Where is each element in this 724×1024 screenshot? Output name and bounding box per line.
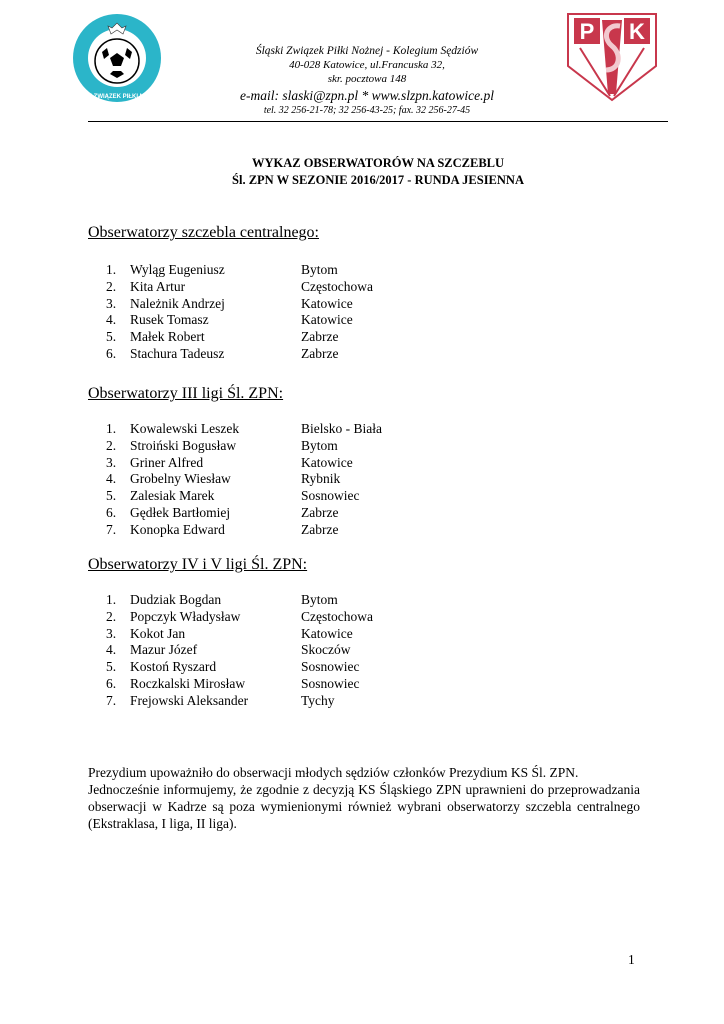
title-line-2: Śl. ZPN W SEZONIE 2016/2017 - RUNDA JESIENNA [232, 173, 524, 187]
list-item: 6. Gędłek Bartłomiej Zabrze [106, 504, 339, 520]
psk-logo [566, 12, 658, 102]
list-item: 5. Małek Robert Zabrze [106, 329, 339, 345]
letterhead [180, 44, 554, 118]
central-observers-list [106, 262, 373, 363]
section-heading-central: Obserwatorzy szczebla centralnego: [88, 224, 319, 241]
list-item: 7. Frejowski Aleksander Tychy [106, 692, 335, 708]
title-line-1: WYKAZ OBSERWATORÓW NA SZCZEBLU [251, 156, 505, 170]
list-item: 5. Kostoń Ryszard Sosnowiec [106, 659, 360, 675]
list-item: 1. Kowalewski Leszek Bielsko - Biała [106, 421, 382, 436]
iv-v-liga-observers-list [106, 592, 373, 710]
list-item: 3. Griner Alfred Katowice [106, 454, 353, 470]
section-heading-iv-v-liga: Obserwatorzy IV i V ligi Śl. ZPN: [88, 556, 308, 573]
po-box-line: skr. pocztowa 148 [327, 73, 407, 85]
list-item: 4. Rusek Tomasz Katowice [106, 312, 353, 328]
list-item: 1. Wyląg Eugeniusz Bytom [106, 262, 338, 277]
list-item: 2. Stroiński Bogusław Bytom [106, 437, 338, 453]
svg-text:K: K [629, 19, 645, 44]
section-heading-iii-liga: Obserwatorzy III ligi Śl. ZPN: [88, 385, 284, 402]
list-item: 5. Zalesiak Marek Sosnowiec [106, 488, 360, 504]
list-item: 7. Konopka Edward Zabrze [106, 521, 339, 537]
svg-text:ŚLĄSKI ZWIĄZEK PIŁKI NOŻNEJ: ŚLĄSKI ZWIĄZEK PIŁKI NOŻNEJ [72, 94, 162, 100]
note-paragraph-2: Jednocześnie informujemy, że zgodnie z decyzją KS Śląskiego ZPN uprawnieni do przeprowadzania obserwacji w Kadrze są poza wymienionymi również wybrani obserwatorzy szczebla centralnego (Ekstraklasa, I liga, II liga). [88, 782, 640, 831]
list-item: 3. Kokot Jan Katowice [106, 625, 353, 641]
list-item: 2. Popczyk Władysław Częstochowa [106, 608, 373, 624]
address-line: 40-028 Katowice, ul.Francuska 32, [289, 59, 445, 71]
page-number: 1 [628, 952, 635, 967]
organization-name: Śląski Związek Piłki Nożnej - Kolegium Sędziów [255, 45, 479, 57]
note-paragraph-1: Prezydium upoważniło do obserwacji młodych sędziów członków Prezydium KS Śl. ZPN. [88, 765, 579, 780]
list-item: 3. Należnik Andrzej Katowice [106, 295, 353, 311]
document-title [88, 155, 668, 189]
list-item: 1. Dudziak Bogdan Bytom [106, 592, 338, 607]
list-item: 6. Stachura Tadeusz Zabrze [106, 345, 339, 361]
iii-liga-observers-list [106, 421, 382, 539]
header-divider [88, 121, 668, 122]
list-item: 6. Roczkalski Mirosław Sosnowiec [106, 675, 360, 691]
svg-text:P: P [579, 19, 595, 44]
slaski-zpn-logo [72, 12, 162, 104]
contact-email-web: e-mail: slaski@zpn.pl * www.slzpn.katowice.pl [239, 88, 495, 103]
list-item: 4. Grobelny Wiesław Rybnik [106, 471, 341, 487]
list-item: 4. Mazur Józef Skoczów [106, 642, 351, 658]
list-item: 2. Kita Artur Częstochowa [106, 278, 373, 294]
closing-note [88, 764, 640, 832]
phone-fax-line: tel. 32 256-21-78; 32 256-43-25; fax. 32 256-27-45 [263, 105, 471, 116]
